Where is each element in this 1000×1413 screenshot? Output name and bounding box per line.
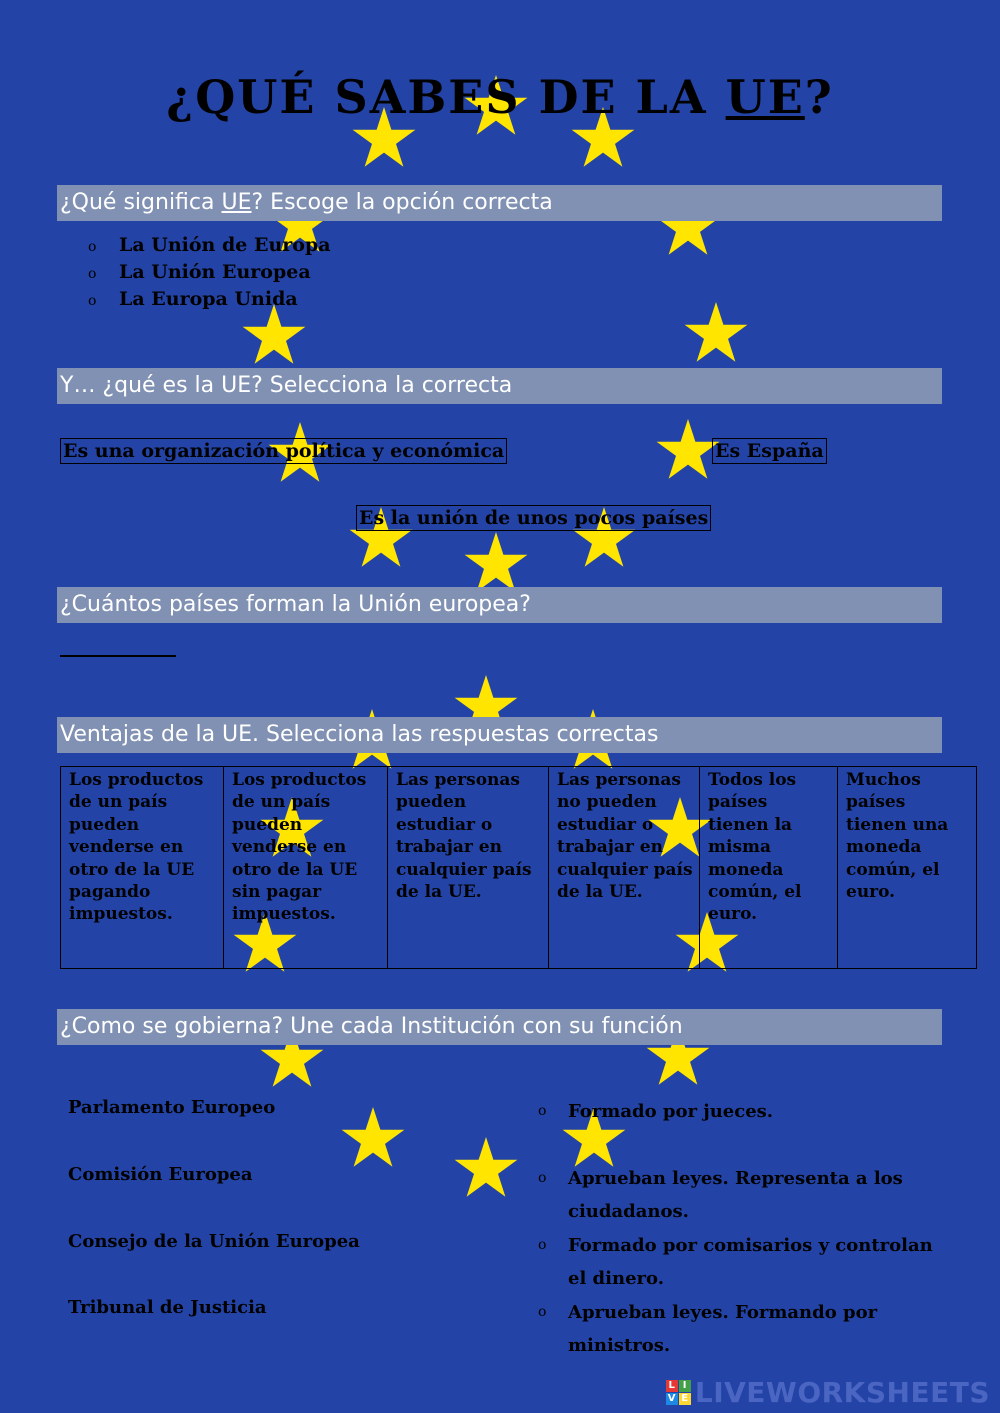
- option-union-europea[interactable]: [88, 259, 331, 286]
- option-label: La Unión Europea: [119, 261, 311, 283]
- table-row: [61, 767, 977, 969]
- mark-letter: E: [679, 1393, 691, 1405]
- advantage-option-5[interactable]: Todos los países tienen la misma moneda común, el euro.: [700, 767, 838, 969]
- radio-circle-icon[interactable]: o: [88, 293, 97, 309]
- option-unos-pocos-paises[interactable]: Es la unión de unos pocos países: [356, 505, 711, 531]
- star-icon: [455, 1137, 518, 1197]
- title-ue: UE: [725, 70, 805, 124]
- function-item-2[interactable]: [538, 1162, 938, 1229]
- question-1-options: [88, 232, 331, 313]
- advantage-option-1[interactable]: Los productos de un país pueden venderse en otro de la UE pagando impuestos.: [61, 767, 224, 969]
- title-suffix: ?: [804, 70, 834, 124]
- question-1-suffix: ? Escoge la opción correcta: [251, 190, 553, 215]
- advantages-table: [60, 766, 977, 969]
- page-title: [0, 70, 1000, 124]
- institution-tribunal[interactable]: Tribunal de Justicia: [68, 1297, 267, 1318]
- function-label: Formado por comisarios y controlan el dinero.: [568, 1235, 933, 1289]
- liveworksheets-logo[interactable]: [666, 1376, 990, 1409]
- option-label: La Unión de Europa: [119, 234, 331, 256]
- star-icon: [657, 419, 720, 479]
- option-es-espana[interactable]: Es España: [712, 438, 827, 464]
- brand-text: LIVEWORKSHEETS: [694, 1376, 990, 1409]
- institution-comision[interactable]: Comisión Europea: [68, 1164, 253, 1185]
- function-item-4[interactable]: [538, 1296, 938, 1363]
- question-4-bar: Ventajas de la UE. Selecciona las respuestas correctas: [57, 717, 942, 753]
- mark-letter: V: [667, 1393, 676, 1404]
- answer-blank-field[interactable]: [60, 655, 176, 657]
- question-3-bar: ¿Cuántos países forman la Unión europea?: [57, 587, 942, 623]
- advantage-option-2[interactable]: Los productos de un país pueden venderse en otro de la UE sin pagar impuestos.: [224, 767, 388, 969]
- circle-icon[interactable]: o: [538, 1170, 547, 1186]
- advantage-option-3[interactable]: Las personas pueden estudiar o trabajar en cualquier país de la UE.: [388, 767, 549, 969]
- circle-icon[interactable]: o: [538, 1304, 547, 1320]
- function-item-1[interactable]: [538, 1095, 938, 1162]
- question-2-bar: Y… ¿qué es la UE? Selecciona la correcta: [57, 368, 942, 404]
- question-1-bar: [57, 185, 942, 221]
- question-1-text: ¿Qué significa: [60, 190, 222, 215]
- option-europa-unida[interactable]: [88, 286, 331, 313]
- advantage-option-4[interactable]: Las personas no pueden estudiar o trabajar en cualquier país de la UE.: [549, 767, 700, 969]
- star-icon: [465, 532, 528, 592]
- advantage-option-6[interactable]: Muchos países tienen una moneda común, el euro.: [838, 767, 977, 969]
- question-5-bar: ¿Como se gobierna? Une cada Institución con su función: [57, 1009, 942, 1045]
- institution-consejo[interactable]: Consejo de la Unión Europea: [68, 1231, 360, 1252]
- star-icon: [685, 302, 748, 362]
- question-1-ue: UE: [221, 190, 252, 215]
- function-label: Aprueban leyes. Formando por ministros.: [568, 1302, 878, 1356]
- liveworksheets-mark-icon: [666, 1380, 691, 1405]
- circle-icon[interactable]: o: [538, 1103, 547, 1119]
- mark-letter: I: [679, 1380, 691, 1392]
- title-text: ¿QUÉ SABES DE LA: [166, 70, 726, 124]
- institution-parlamento[interactable]: Parlamento Europeo: [68, 1097, 276, 1118]
- radio-circle-icon[interactable]: o: [88, 239, 97, 255]
- radio-circle-icon[interactable]: o: [88, 266, 97, 282]
- option-label: La Europa Unida: [119, 288, 298, 310]
- circle-icon[interactable]: o: [538, 1237, 547, 1253]
- function-list: [538, 1095, 938, 1363]
- star-icon: [342, 1107, 405, 1167]
- mark-letter: L: [666, 1380, 678, 1392]
- option-union-de-europa[interactable]: [88, 232, 331, 259]
- function-item-3[interactable]: [538, 1229, 938, 1296]
- function-label: Aprueban leyes. Representa a los ciudadanos.: [568, 1168, 903, 1222]
- option-organizacion-politica[interactable]: Es una organización política y económica: [60, 438, 507, 464]
- function-label: Formado por jueces.: [568, 1101, 774, 1122]
